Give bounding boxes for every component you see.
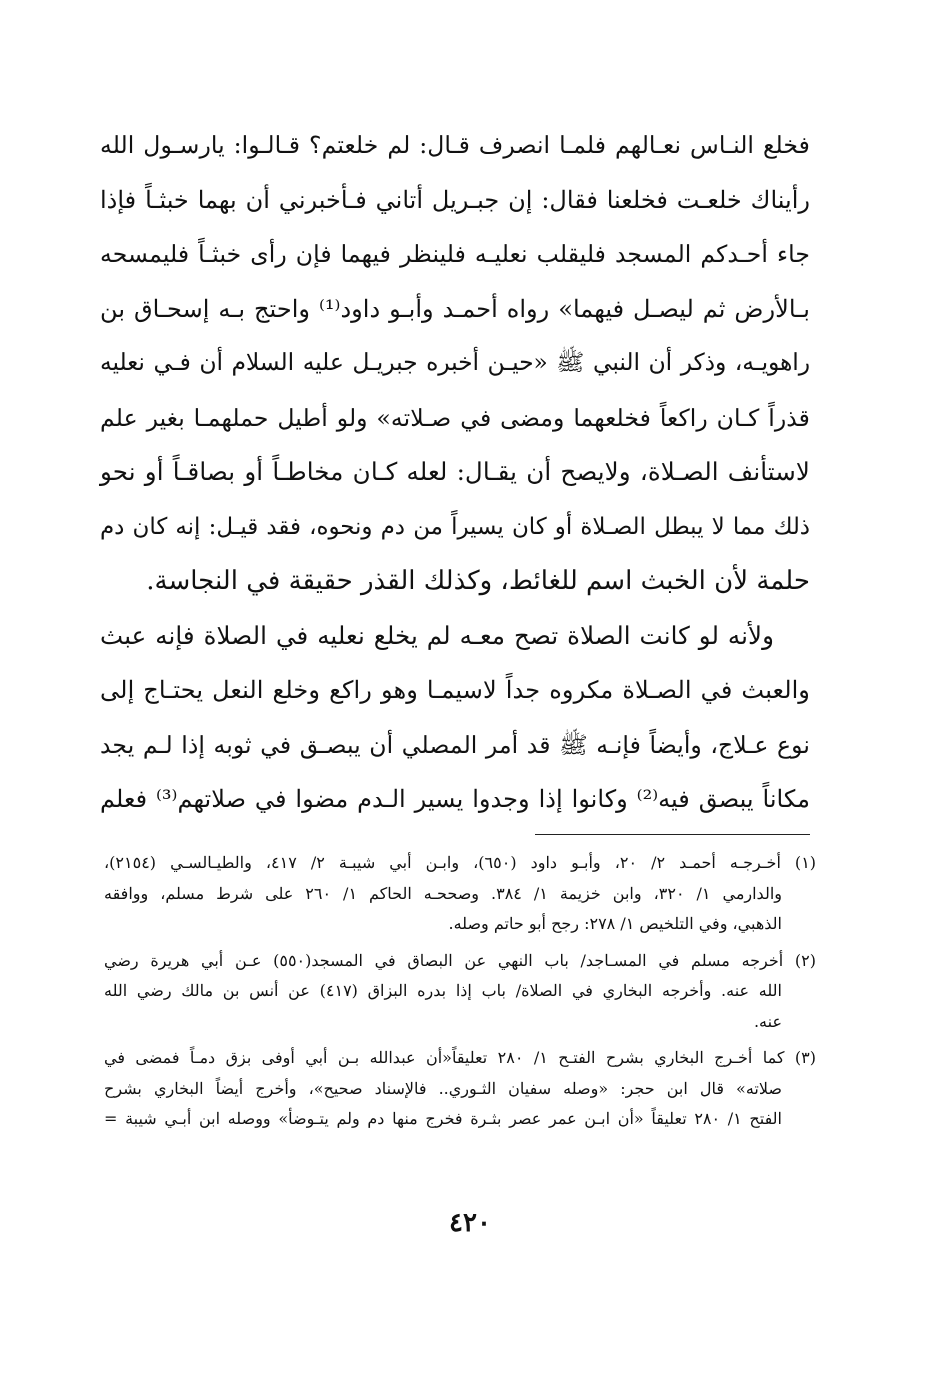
footnote-line: صلاته» قال ابن حجر: «وصله سفيان الثـوري.. فالإسناد صحيح»، وأخرج أيضاً البخاري بشرح	[104, 1078, 782, 1098]
footnote-line: الذهبي، وفي التلخيص ١/ ٢٧٨: رجح أبو حاتم وصله.	[448, 914, 782, 933]
text-line: فخلع النـاس نعـالهم فلمـا انصرف قـال: لم خلعتم؟ قـالـوا: يارسـول الله	[100, 131, 810, 159]
footnote-line: (٢) أخرجه مسلم في المسـاجد/ باب النهي عن البصاق في المسجد(٥٥٠) عـن أبي هريرة رضي	[104, 950, 817, 970]
text-line: قذراً كـان راكعاً فخلعهما ومضى في صـلاته» ولو أطيل حملهمـا بغير علم	[100, 403, 810, 432]
footnote-line: والدارمي ١/ ٣٢٠، وابن خزيمة ١/ ٣٨٤. وصححـه الحاكم ١/ ٢٦٠ على شرط مسلم، ووافقه	[104, 883, 782, 903]
page-number: ٤٢٠	[449, 1208, 491, 1238]
text-line: حلمة لأن الخبث اسم للغائط، وكذلك القذر حقيقة في النجاسة.	[146, 566, 810, 596]
text-line: نوع عـلاج، وأيضاً فإنـه ﷺ قد أمر المصلي أن يبصـق في ثوبه إذا لـم يجد	[100, 730, 810, 759]
footnote-2	[104, 946, 816, 1038]
text-line: رأيناك خلعـت فخلعنا فقال: إن جبـريل أتاني فـأخبرني أن بهما خبثـاً فإذا	[100, 185, 810, 214]
text-line: ذلك مما لا يبطل الصـلاة أو كان يسيراً من دم ونحوه، فقد قيـل: إنه كان دم	[100, 513, 810, 540]
footnote-line: (١) أخـرجـه أحمـد ٢/ ٢٠، وأبـو داود (٦٥٠)، وابـن أبي شيبـة ٢/ ٤١٧، والطيـالسـي (٢١٥٤)،	[104, 853, 817, 872]
text-line: جاء أحـدكم المسجد فليقلب نعليـه فلينظر فيهما فإن رأى خبثـاً فليمسحه	[100, 240, 810, 268]
footnote-separator	[535, 834, 810, 835]
footnotes	[104, 848, 816, 1141]
footnote-line: عنه.	[753, 1011, 782, 1031]
footnote-line: الفتح ١/ ٢٨٠ تعليقاً «أن ابـن عمر عصر بثـرة فخرج منها دم ولم يتـوضأ» ووصله ابن أبـي شيبة =	[104, 1109, 783, 1128]
footnote-line: (٣) كما أخـرج البخاري بشرح الفتـح ١/ ٢٨٠ تعليقاً«أن عبدالله بـن أبي أوفى بزق دمـاً فمضى في	[104, 1048, 816, 1067]
paragraph-start-line: ولأنه لو كانت الصلاة تصح معـه لم يخلع نعليه في الصلاة فإنه عبث	[100, 620, 774, 650]
text-line: راهويـه، وذكر أن النبي ﷺ «حيـن أخبره جبريـل عليه السلام أن فـي نعليه	[100, 349, 810, 376]
text-line: مكاناً يبصق فيه⁽²⁾ وكانوا إذا وجدوا يسير الـدم مضوا في صلاتهم⁽³⁾ فعلم	[100, 785, 811, 813]
main-text	[100, 118, 810, 827]
text-line: والعبث في الصـلاة مكروه جداً لاسيمـا وهو راكع وخلع النعل يحتـاج إلى	[100, 676, 810, 704]
text-line: بـالأرض ثم ليصـل فيهما» رواه أحمـد وأبـو داود⁽¹⁾ واحتج بـه إسحـاق بن	[100, 294, 810, 323]
footnote-1	[104, 848, 816, 940]
footnote-line: الله عنه. وأخرجه البخاري في الصلاة/ باب إذا بدره البزاق (٤١٧) عن أنس بن مالك رضي الله	[104, 981, 783, 1000]
text-line: لاستأنف الصـلاة، ولايصح أن يقـال: لعله كـان مخاطـاً أو بصاقـاً أو نحو	[100, 457, 810, 486]
footnote-3	[104, 1043, 816, 1135]
